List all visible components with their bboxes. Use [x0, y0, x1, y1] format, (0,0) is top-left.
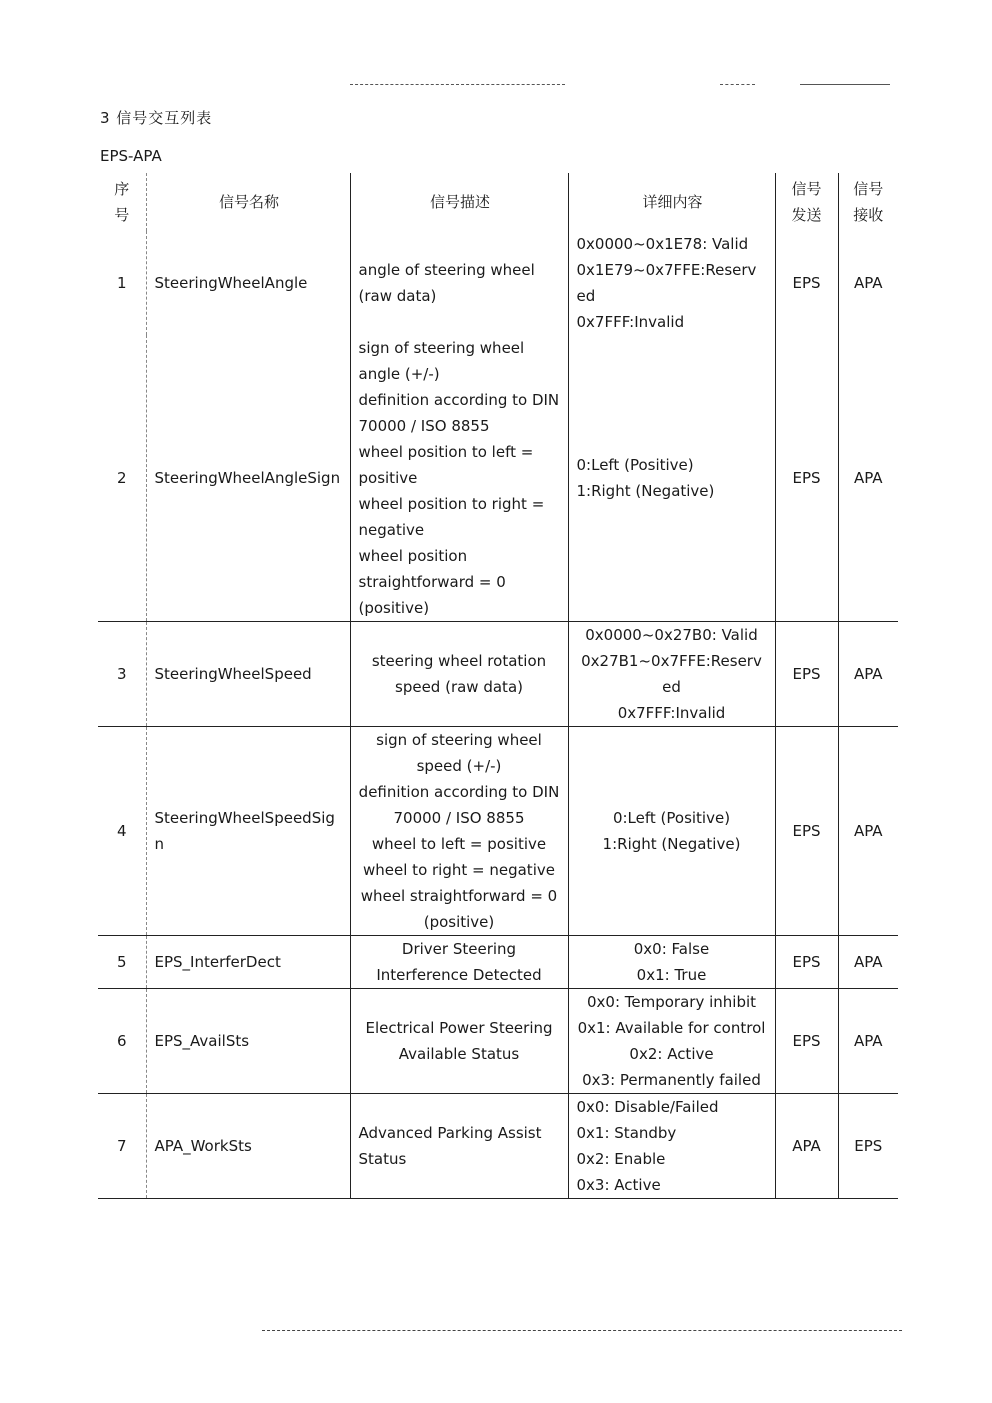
row-receiver: APA — [838, 989, 898, 1094]
row-index: 4 — [98, 727, 146, 936]
table-row — [98, 1094, 898, 1199]
row-index: 5 — [98, 936, 146, 989]
row-description: Advanced Parking Assist Status — [350, 1094, 568, 1199]
row-signal-name: SteeringWheelAngleSign — [146, 335, 350, 622]
header-rule-1 — [350, 84, 565, 85]
signal-table — [98, 173, 898, 1199]
header-name: 信号名称 — [146, 173, 350, 231]
row-description: Electrical Power Steering Available Status — [350, 989, 568, 1094]
table-header-row — [98, 173, 898, 231]
table-row — [98, 936, 898, 989]
row-detail: 0x0000~0x1E78: Valid 0x1E79~0x7FFE:Reserv ed 0x7FFF:Invalid — [568, 231, 775, 335]
header-desc: 信号描述 — [350, 173, 568, 231]
header-receiver: 信号 接收 — [838, 173, 898, 231]
row-detail: 0x0000~0x27B0: Valid 0x27B1~0x7FFE:Reserv ed 0x7FFF:Invalid — [568, 622, 775, 727]
row-signal-name: EPS_InterferDect — [146, 936, 350, 989]
row-detail: 0x0: False 0x1: True — [568, 936, 775, 989]
row-description: angle of steering wheel (raw data) — [350, 231, 568, 335]
header-rule-2 — [720, 84, 755, 85]
table-row — [98, 989, 898, 1094]
row-signal-name: EPS_AvailSts — [146, 989, 350, 1094]
row-sender: EPS — [775, 622, 838, 727]
row-detail: 0x0: Temporary inhibit 0x1: Available for control 0x2: Active 0x3: Permanently failed — [568, 989, 775, 1094]
footer-rule — [262, 1330, 902, 1331]
row-receiver: APA — [838, 622, 898, 727]
row-receiver: APA — [838, 936, 898, 989]
row-sender: EPS — [775, 727, 838, 936]
section-heading: 3 信号交互列表 — [100, 109, 213, 127]
row-signal-name: SteeringWheelAngle — [146, 231, 350, 335]
table-row — [98, 335, 898, 622]
row-receiver: APA — [838, 231, 898, 335]
row-sender: EPS — [775, 335, 838, 622]
row-signal-name: APA_WorkSts — [146, 1094, 350, 1199]
header-sender: 信号 发送 — [775, 173, 838, 231]
row-receiver: EPS — [838, 1094, 898, 1199]
header-index: 序 号 — [114, 180, 130, 224]
row-sender: EPS — [775, 936, 838, 989]
row-sender: APA — [775, 1094, 838, 1199]
header-detail: 详细内容 — [568, 173, 775, 231]
row-index: 7 — [98, 1094, 146, 1199]
row-sender: EPS — [775, 989, 838, 1094]
row-detail: 0x0: Disable/Failed 0x1: Standby 0x2: Enable 0x3: Active — [568, 1094, 775, 1199]
table-title: EPS-APA — [100, 147, 162, 165]
row-description: sign of steering wheel speed (+/-) definition according to DIN 70000 / ISO 8855 wheel to left = positive wheel to right = negative wheel straightforward = 0 (positive) — [350, 727, 568, 936]
row-index: 2 — [116, 469, 127, 487]
table-row — [98, 231, 898, 335]
row-description: steering wheel rotation speed (raw data) — [350, 622, 568, 727]
row-detail: 0:Left (Positive) 1:Right (Negative) — [568, 727, 775, 936]
header-rule-3 — [800, 84, 890, 85]
table-row — [98, 727, 898, 936]
table-row — [98, 622, 898, 727]
row-signal-name: SteeringWheelSpeed — [146, 622, 350, 727]
row-index: 1 — [116, 274, 127, 292]
row-receiver: APA — [838, 335, 898, 622]
row-index: 6 — [98, 989, 146, 1094]
row-index: 3 — [98, 622, 146, 727]
row-receiver: APA — [838, 727, 898, 936]
row-sender: EPS — [775, 231, 838, 335]
row-description: sign of steering wheel angle (+/-) definition according to DIN 70000 / ISO 8855 wheel position to left = positive wheel position to right = negative wheel position straightforward = 0 (positive) — [350, 335, 568, 622]
row-signal-name: SteeringWheelSpeedSig n — [146, 727, 350, 936]
row-description: Driver Steering Interference Detected — [350, 936, 568, 989]
row-detail: 0:Left (Positive) 1:Right (Negative) — [568, 335, 775, 622]
